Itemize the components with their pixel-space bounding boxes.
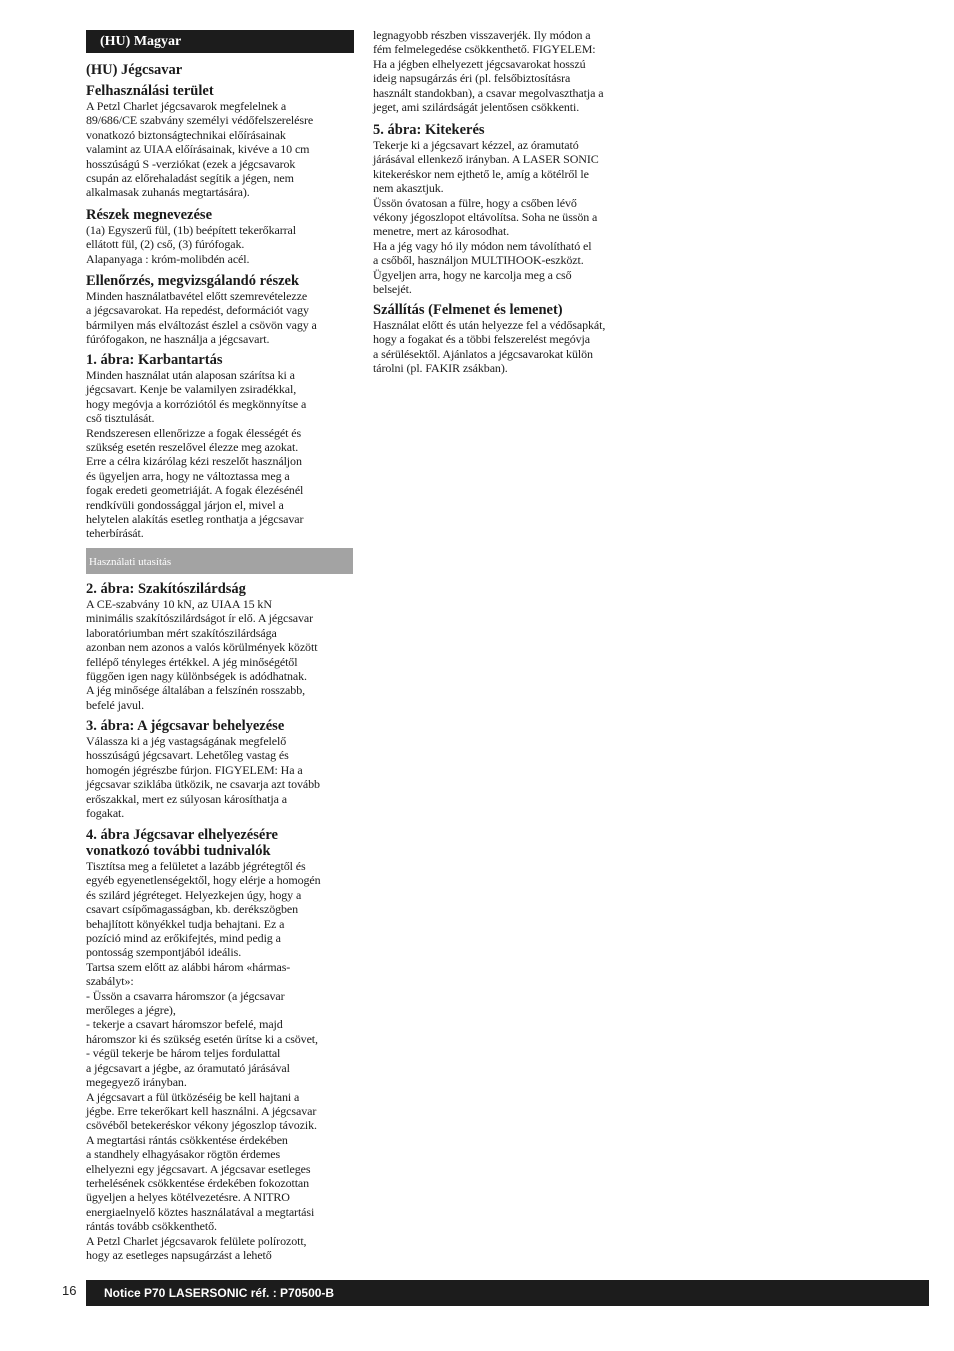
section-inspection — [86, 273, 356, 347]
continued-text: legnagyobb részben visszaverjék. Ily módon a fém felmelegedése csökkenthető. FIGYELEM: Ha a jégben elhelyezett jégcsavarokat hosszú ideig napsugárzás éri (pl. felsőbiztosításra használt standokban), a csavar megolvaszthatja a jeget, ami szilárdságát jelentősen csökkenti. — [373, 28, 604, 115]
footer-notice-bar: Notice P70 LASERSONIC réf. : P70500-B — [86, 1280, 929, 1306]
section-text-strength: A CE-szabvány 10 kN, az UIAA 15 kN minimális szakítószilárdságot ír elő. A jégcsavar laboratóriumban mért szakítószilárdsága azonban nem azonos a valós körülmények között fellépő tényleges értékkel. A jég minőségétől függően igen nagy különbségek is adódhatnak. A jég minősége általában a felszínén rosszabb, befelé javul. — [86, 597, 318, 712]
section-further-info — [86, 827, 358, 1262]
language-header: (HU) Magyar — [86, 30, 354, 53]
section-placement — [86, 718, 358, 820]
section-text-placement: Válassza ki a jég vastagságának megfelelő hosszúságú jégcsavart. Lehetőleg vastag és homogén jégrészbe fúrjon. FIGYELEM: Ha a jégcsavar sziklába ütközik, ne csavarja azt tovább erőszakkal, mert ez súlyosan károsíthatja a fogakat. — [86, 734, 320, 821]
section-transport — [373, 302, 645, 376]
section-heading-transport: Szállítás (Felmenet és lemenet) — [373, 302, 563, 318]
section-text-parts: (1a) Egyszerű fül, (1b) beépített tekerőkarral ellátott fül, (2) cső, (3) fúrófogak. Alapanyaga : króm-molibdén acél. — [86, 223, 296, 266]
section-maintenance — [86, 352, 356, 541]
section-heading-scope: Felhasználási terület — [86, 83, 214, 99]
section-heading-strength: 2. ábra: Szakítószilárdság — [86, 581, 246, 597]
section-heading-removal: 5. ábra: Kitekerés — [373, 122, 485, 138]
section-strength — [86, 581, 358, 712]
section-heading-placement: 3. ábra: A jégcsavar behelyezése — [86, 718, 285, 734]
section-heading-maintenance: 1. ábra: Karbantartás — [86, 352, 223, 368]
section-text-further-info: Tisztítsa meg a felületet a lazább jégrétegtől és egyéb egyenetlenségektől, hogy elérje a homogén és szilárd jégréteget. Helyezkejen úgy, hogy a csavart csípőmagasságban, kb. derékszögben behajlított könyékkel tudja behajtani. Ez a pozíció mind az erőkifejtés, mind pedig a pontosság szempontjából ideális. Tartsa szem előtt az alábbi három «hármas- szabályt»: - Üssön a csavarra háromszor (a jégcsavar merőleges a jégre), - tekerje a csavart háromszor befelé, majd háromszor ki és szükség esetén ürítse ki a csövet, - végül tekerje be három teljes fordulattal a jégcsavart a jégbe, az óramutató járásával megegyező irányban. A jégcsavart a fül ütközéséig be kell hajtani a jégbe. Erre tekerőkart kell használni. A jégcsavar csövéből betekeréskor vékony jégoszlop távozik. A megtartási rántás csökkentése érdekében a standhely elhagyásakor rögtön érdemes elhelyezni egy jégcsavart. A jégcsavar esetleges terhelésének csökkentése érdekében fokozottan ügyeljen a helyes kötélvezetésre. A NITRO energiaelnyelő köztes használatával a megtartási rántás tovább csökkenthető. A Petzl Charlet jégcsavarok felülete polírozott, hogy az esetleges napsugárzást a lehető — [86, 859, 321, 1262]
section-text-maintenance: Minden használat után alaposan szárítsa ki a jégcsavart. Kenje be valamilyen zsiradékkal, hogy megóvja a korróziótól és megkönnyítse a cső tisztulását. Rendszeresen ellenőrizze a fogak élességét és szükség esetén reszelővel élezze meg azokat. Erre a célra kizárólag kézi reszelőt használjon és ügyeljen arra, hogy ne változtassa meg a fogak eredeti geometriáját. A fogak élezésénél rendkívüli gondossággal járjon el, mivel a helytelen alakítás esetleg ronthatja a jégcsavar teherbírását. — [86, 368, 307, 541]
usage-instructions-bar: Használati utasítás — [86, 548, 353, 574]
section-heading-further-info: 4. ábra Jégcsavar elhelyezésére vonatkozó további tudnivalók — [86, 827, 278, 859]
page-number: 16 — [62, 1283, 77, 1298]
section-text-removal: Tekerje ki a jégcsavart kézzel, az óramutató járásával ellenkező irányban. A LASER SONIC kitekeréskor nem ejthető le, amíg a kötélről le nem akasztjuk. Üssön óvatosan a fülre, hogy a csőben lévő vékony jégoszlopot eltávolítsa. Soha ne üssön a menetre, mert az károsodhat. Ha a jég vagy hó ily módon nem távolítható el a csőből, használjon MULTIHOOK-eszközt. Ügyeljen arra, hogy ne karcolja meg a cső belsejét. — [373, 138, 599, 297]
section-text-transport: Használat előtt és után helyezze fel a védősapkát, hogy a fogakat és a többi felszerelést megóvja a sérülésektől. Ajánlatos a jégcsavarokat külön tárolni (pl. FAKIR zsákban). — [373, 318, 606, 376]
section-heading-inspection: Ellenőrzés, megvizsgálandó részek — [86, 273, 300, 289]
section-heading-parts: Részek megnevezése — [86, 207, 213, 223]
document-title: (HU) Jégcsavar — [86, 62, 183, 78]
right-intro-continuation — [373, 28, 645, 114]
section-removal — [373, 122, 645, 296]
section-text-scope: A Petzl Charlet jégcsavarok megfelelnek a 89/686/CE szabvány személyi védőfelszerelésre vonatkozó biztonságtechnikai előírásainak valamint az UIAA előírásainak, kivéve a 10 cm hosszúságú S -verziókat (ezek a jégcsavarok csupán az előrehaladást segítik a jégen, nem alkalmasak zuhanás megtartására). — [86, 99, 314, 200]
document-title-block — [86, 62, 356, 200]
section-parts — [86, 207, 356, 266]
section-text-inspection: Minden használatbavétel előtt szemrevételezze a jégcsavarokat. Ha repedést, deformációt vagy bármilyen más elváltozást észlel a csövön vagy a fúrófogakon, ne használja a jégcsavart. — [86, 289, 317, 347]
